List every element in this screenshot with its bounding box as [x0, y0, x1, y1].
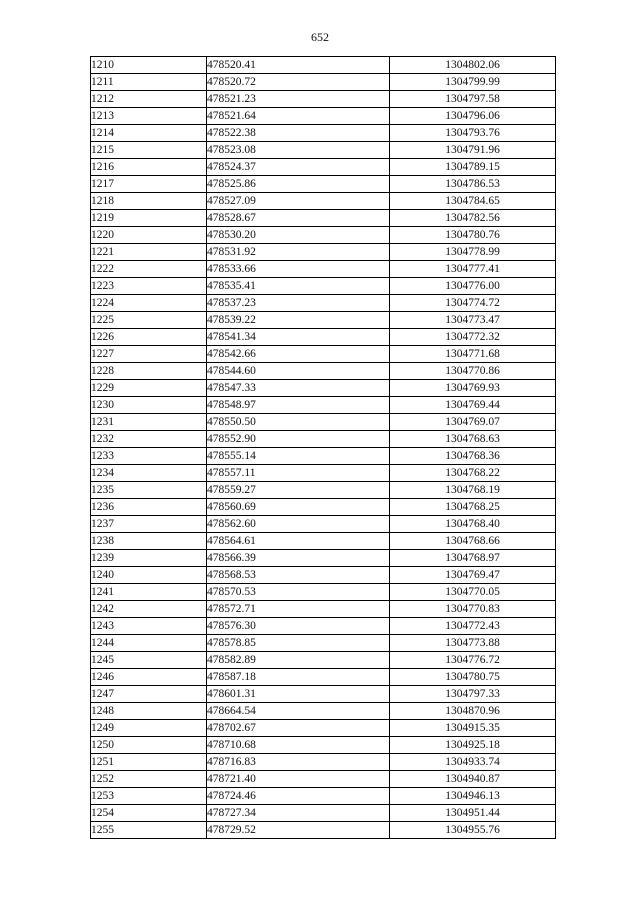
y-coordinate-cell: 1304870.96 — [390, 703, 556, 720]
table-row — [91, 720, 556, 737]
table-row — [91, 618, 556, 635]
point-number-cell: 1211 — [91, 74, 207, 91]
point-number-cell: 1218 — [91, 193, 207, 210]
point-number-cell: 1246 — [91, 669, 207, 686]
point-number-cell: 1247 — [91, 686, 207, 703]
table-row — [91, 159, 556, 176]
point-number-cell: 1216 — [91, 159, 207, 176]
x-coordinate-cell: 478702.67 — [207, 720, 390, 737]
point-number-cell: 1214 — [91, 125, 207, 142]
x-coordinate-cell: 478541.34 — [207, 329, 390, 346]
x-coordinate-cell: 478530.20 — [207, 227, 390, 244]
y-coordinate-cell: 1304771.68 — [390, 346, 556, 363]
point-number-cell: 1245 — [91, 652, 207, 669]
x-coordinate-cell: 478562.60 — [207, 516, 390, 533]
x-coordinate-cell: 478520.41 — [207, 57, 390, 74]
x-coordinate-cell: 478552.90 — [207, 431, 390, 448]
point-number-cell: 1224 — [91, 295, 207, 312]
y-coordinate-cell: 1304940.87 — [390, 771, 556, 788]
table-row — [91, 805, 556, 822]
table-row — [91, 771, 556, 788]
x-coordinate-cell: 478539.22 — [207, 312, 390, 329]
table-row — [91, 261, 556, 278]
point-number-cell: 1232 — [91, 431, 207, 448]
x-coordinate-cell: 478601.31 — [207, 686, 390, 703]
y-coordinate-cell: 1304955.76 — [390, 822, 556, 839]
y-coordinate-cell: 1304776.72 — [390, 652, 556, 669]
x-coordinate-cell: 478523.08 — [207, 142, 390, 159]
table-row — [91, 329, 556, 346]
table-row — [91, 312, 556, 329]
table-row — [91, 74, 556, 91]
page-number: 652 — [311, 30, 329, 44]
y-coordinate-cell: 1304772.32 — [390, 329, 556, 346]
y-coordinate-cell: 1304773.88 — [390, 635, 556, 652]
y-coordinate-cell: 1304797.33 — [390, 686, 556, 703]
table-row — [91, 91, 556, 108]
x-coordinate-cell: 478729.52 — [207, 822, 390, 839]
y-coordinate-cell: 1304769.44 — [390, 397, 556, 414]
point-number-cell: 1252 — [91, 771, 207, 788]
table-row — [91, 414, 556, 431]
y-coordinate-cell: 1304789.15 — [390, 159, 556, 176]
x-coordinate-cell: 478559.27 — [207, 482, 390, 499]
table-row — [91, 278, 556, 295]
point-number-cell: 1235 — [91, 482, 207, 499]
point-number-cell: 1221 — [91, 244, 207, 261]
point-number-cell: 1217 — [91, 176, 207, 193]
y-coordinate-cell: 1304786.53 — [390, 176, 556, 193]
x-coordinate-cell: 478578.85 — [207, 635, 390, 652]
point-number-cell: 1243 — [91, 618, 207, 635]
table-row — [91, 57, 556, 74]
table-row — [91, 210, 556, 227]
y-coordinate-cell: 1304802.06 — [390, 57, 556, 74]
point-number-cell: 1242 — [91, 601, 207, 618]
y-coordinate-cell: 1304769.47 — [390, 567, 556, 584]
y-coordinate-cell: 1304778.99 — [390, 244, 556, 261]
point-number-cell: 1253 — [91, 788, 207, 805]
point-number-cell: 1212 — [91, 91, 207, 108]
y-coordinate-cell: 1304774.72 — [390, 295, 556, 312]
table-row — [91, 176, 556, 193]
coordinate-table-body — [91, 57, 556, 839]
point-number-cell: 1241 — [91, 584, 207, 601]
y-coordinate-cell: 1304768.22 — [390, 465, 556, 482]
y-coordinate-cell: 1304933.74 — [390, 754, 556, 771]
x-coordinate-cell: 478521.64 — [207, 108, 390, 125]
x-coordinate-cell: 478566.39 — [207, 550, 390, 567]
point-number-cell: 1223 — [91, 278, 207, 295]
table-row — [91, 533, 556, 550]
point-number-cell: 1228 — [91, 363, 207, 380]
y-coordinate-cell: 1304768.66 — [390, 533, 556, 550]
y-coordinate-cell: 1304782.56 — [390, 210, 556, 227]
y-coordinate-cell: 1304780.75 — [390, 669, 556, 686]
y-coordinate-cell: 1304768.36 — [390, 448, 556, 465]
y-coordinate-cell: 1304773.47 — [390, 312, 556, 329]
table-row — [91, 244, 556, 261]
x-coordinate-cell: 478527.09 — [207, 193, 390, 210]
y-coordinate-cell: 1304796.06 — [390, 108, 556, 125]
x-coordinate-cell: 478555.14 — [207, 448, 390, 465]
x-coordinate-cell: 478724.46 — [207, 788, 390, 805]
y-coordinate-cell: 1304770.83 — [390, 601, 556, 618]
table-row — [91, 295, 556, 312]
y-coordinate-cell: 1304776.00 — [390, 278, 556, 295]
y-coordinate-cell: 1304784.65 — [390, 193, 556, 210]
point-number-cell: 1229 — [91, 380, 207, 397]
point-number-cell: 1230 — [91, 397, 207, 414]
x-coordinate-cell: 478664.54 — [207, 703, 390, 720]
x-coordinate-cell: 478568.53 — [207, 567, 390, 584]
y-coordinate-cell: 1304769.07 — [390, 414, 556, 431]
y-coordinate-cell: 1304768.25 — [390, 499, 556, 516]
y-coordinate-cell: 1304769.93 — [390, 380, 556, 397]
table-row — [91, 652, 556, 669]
point-number-cell: 1240 — [91, 567, 207, 584]
point-number-cell: 1237 — [91, 516, 207, 533]
y-coordinate-cell: 1304791.96 — [390, 142, 556, 159]
point-number-cell: 1220 — [91, 227, 207, 244]
y-coordinate-cell: 1304772.43 — [390, 618, 556, 635]
x-coordinate-cell: 478528.67 — [207, 210, 390, 227]
point-number-cell: 1231 — [91, 414, 207, 431]
table-row — [91, 482, 556, 499]
table-row — [91, 686, 556, 703]
point-number-cell: 1251 — [91, 754, 207, 771]
table-row — [91, 601, 556, 618]
y-coordinate-cell: 1304780.76 — [390, 227, 556, 244]
y-coordinate-cell: 1304770.86 — [390, 363, 556, 380]
point-number-cell: 1249 — [91, 720, 207, 737]
y-coordinate-cell: 1304797.58 — [390, 91, 556, 108]
table-row — [91, 669, 556, 686]
table-row — [91, 125, 556, 142]
x-coordinate-cell: 478716.83 — [207, 754, 390, 771]
table-row — [91, 703, 556, 720]
x-coordinate-cell: 478727.34 — [207, 805, 390, 822]
table-row — [91, 822, 556, 839]
point-number-cell: 1255 — [91, 822, 207, 839]
y-coordinate-cell: 1304793.76 — [390, 125, 556, 142]
x-coordinate-cell: 478564.61 — [207, 533, 390, 550]
point-number-cell: 1225 — [91, 312, 207, 329]
y-coordinate-cell: 1304951.44 — [390, 805, 556, 822]
table-row — [91, 516, 556, 533]
y-coordinate-cell: 1304768.40 — [390, 516, 556, 533]
table-row — [91, 346, 556, 363]
x-coordinate-cell: 478542.66 — [207, 346, 390, 363]
x-coordinate-cell: 478582.89 — [207, 652, 390, 669]
y-coordinate-cell: 1304768.63 — [390, 431, 556, 448]
table-row — [91, 499, 556, 516]
point-number-cell: 1210 — [91, 57, 207, 74]
table-row — [91, 448, 556, 465]
point-number-cell: 1234 — [91, 465, 207, 482]
coordinate-table — [90, 56, 556, 839]
x-coordinate-cell: 478544.60 — [207, 363, 390, 380]
point-number-cell: 1239 — [91, 550, 207, 567]
x-coordinate-cell: 478535.41 — [207, 278, 390, 295]
table-row — [91, 380, 556, 397]
point-number-cell: 1213 — [91, 108, 207, 125]
x-coordinate-cell: 478520.72 — [207, 74, 390, 91]
y-coordinate-cell: 1304770.05 — [390, 584, 556, 601]
y-coordinate-cell: 1304799.99 — [390, 74, 556, 91]
point-number-cell: 1244 — [91, 635, 207, 652]
point-number-cell: 1248 — [91, 703, 207, 720]
table-row — [91, 363, 556, 380]
point-number-cell: 1250 — [91, 737, 207, 754]
point-number-cell: 1227 — [91, 346, 207, 363]
y-coordinate-cell: 1304768.19 — [390, 482, 556, 499]
table-row — [91, 227, 556, 244]
x-coordinate-cell: 478531.92 — [207, 244, 390, 261]
table-row — [91, 550, 556, 567]
point-number-cell: 1238 — [91, 533, 207, 550]
point-number-cell: 1219 — [91, 210, 207, 227]
y-coordinate-cell: 1304777.41 — [390, 261, 556, 278]
x-coordinate-cell: 478576.30 — [207, 618, 390, 635]
y-coordinate-cell: 1304915.35 — [390, 720, 556, 737]
table-row — [91, 397, 556, 414]
point-number-cell: 1233 — [91, 448, 207, 465]
x-coordinate-cell: 478721.40 — [207, 771, 390, 788]
x-coordinate-cell: 478560.69 — [207, 499, 390, 516]
y-coordinate-cell: 1304925.18 — [390, 737, 556, 754]
x-coordinate-cell: 478533.66 — [207, 261, 390, 278]
x-coordinate-cell: 478524.37 — [207, 159, 390, 176]
x-coordinate-cell: 478521.23 — [207, 91, 390, 108]
x-coordinate-cell: 478557.11 — [207, 465, 390, 482]
table-row — [91, 754, 556, 771]
x-coordinate-cell: 478587.18 — [207, 669, 390, 686]
table-row — [91, 431, 556, 448]
x-coordinate-cell: 478550.50 — [207, 414, 390, 431]
x-coordinate-cell: 478525.86 — [207, 176, 390, 193]
table-row — [91, 567, 556, 584]
point-number-cell: 1226 — [91, 329, 207, 346]
table-row — [91, 465, 556, 482]
table-row — [91, 788, 556, 805]
x-coordinate-cell: 478570.53 — [207, 584, 390, 601]
point-number-cell: 1254 — [91, 805, 207, 822]
point-number-cell: 1236 — [91, 499, 207, 516]
x-coordinate-cell: 478548.97 — [207, 397, 390, 414]
table-row — [91, 635, 556, 652]
point-number-cell: 1222 — [91, 261, 207, 278]
x-coordinate-cell: 478572.71 — [207, 601, 390, 618]
table-row — [91, 193, 556, 210]
point-number-cell: 1215 — [91, 142, 207, 159]
x-coordinate-cell: 478547.33 — [207, 380, 390, 397]
table-row — [91, 737, 556, 754]
x-coordinate-cell: 478522.38 — [207, 125, 390, 142]
table-row — [91, 108, 556, 125]
table-row — [91, 584, 556, 601]
y-coordinate-cell: 1304768.97 — [390, 550, 556, 567]
x-coordinate-cell: 478710.68 — [207, 737, 390, 754]
x-coordinate-cell: 478537.23 — [207, 295, 390, 312]
y-coordinate-cell: 1304946.13 — [390, 788, 556, 805]
table-row — [91, 142, 556, 159]
